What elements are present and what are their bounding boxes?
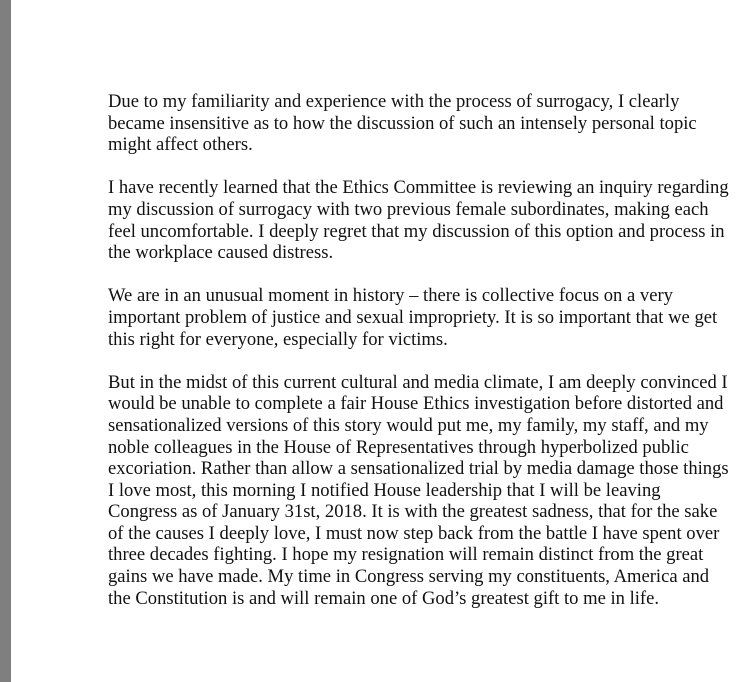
text-line: three decades fighting. I hope my resignation will remain distinct from the great [108, 544, 704, 566]
text-line: I have recently learned that the Ethics Committee is reviewing an inquiry regarding [108, 177, 729, 199]
text-line: excoriation. Rather than allow a sensationalized trial by media damage those things [108, 458, 729, 480]
text-line: feel uncomfortable. I deeply regret that my discussion of this option and process in [108, 220, 725, 242]
text-line: this right for everyone, especially for victims. [108, 328, 448, 350]
text-line: I love most, this morning I notified House leadership that I will be leaving [108, 479, 661, 501]
text-line: Due to my familiarity and experience with the process of surrogacy, I clearly [108, 91, 680, 112]
text-line: would be unable to complete a fair House Ethics investigation before distorted and [108, 393, 724, 415]
paragraph-2 [108, 177, 748, 263]
text-line: Congress as of January 31st, 2018. It is with the greatest sadness, that for the sake [108, 501, 718, 523]
document-page [11, 0, 750, 682]
text-line: noble colleagues in the House of Representatives through hyperbolized public [108, 436, 689, 458]
left-margin-bar [0, 0, 11, 682]
text-line: sensationalized versions of this story would put me, my family, my staff, and my [108, 414, 709, 436]
text-line: But in the midst of this current cultural and media climate, I am deeply convinced I [108, 371, 728, 393]
document-body [108, 91, 748, 631]
text-line: We are in an unusual moment in history – there is collective focus on a very [108, 285, 673, 307]
text-line: the Constitution is and will remain one of God’s greatest gift to me in life. [108, 587, 660, 609]
text-line: my discussion of surrogacy with two previous female subordinates, making each [108, 198, 709, 220]
paragraph-4 [108, 372, 748, 610]
text-line: might affect others. [108, 134, 253, 156]
text-line: of the causes I deeply love, I must now step back from the battle I have spent over [108, 522, 720, 544]
text-line: important problem of justice and sexual impropriety. It is so important that we get [108, 306, 718, 328]
paragraph-3 [108, 285, 748, 350]
paragraph-1 [108, 91, 748, 156]
text-line: the workplace caused distress. [108, 242, 334, 264]
text-line: became insensitive as to how the discussion of such an intensely personal topic [108, 112, 697, 134]
text-line: gains we have made. My time in Congress serving my constituents, America and [108, 566, 710, 588]
